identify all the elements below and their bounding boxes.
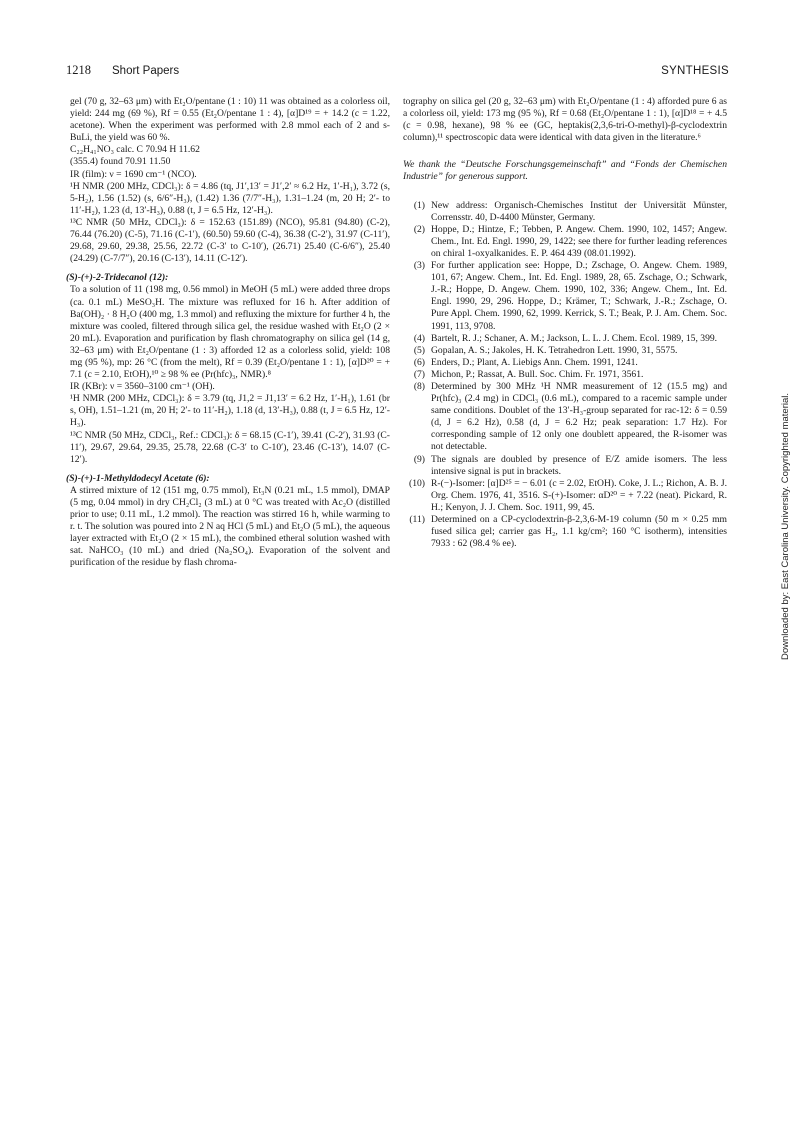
section-heading: (S)-(+)-1-Methyldodecyl Acetate (6): bbox=[66, 472, 210, 484]
download-notice: Downloaded by: East Carolina University. Copyrighted material. bbox=[780, 392, 791, 660]
reference-text: R-(−)-Isomer: [α]D²⁵ = − 6.01 (c = 2.02, EtOH). Coke, J. L.; Richon, A. B. J. Org. Chem. 1976, 41, 3516. S-(+)-Isomer: αD²⁰ = + 7.22 (neat). Pickard, R. H.; Kenyon, J. J. Chem. Soc. 1911, 99, 45. bbox=[431, 477, 727, 513]
experimental-continuation: tography on silica gel (20 g, 32–63 μm) with Et₂O/pentane (1 : 4) afforded pure 6 as a colorless oil, yield: 173 mg (95 %), Rf = 0.68 (Et₂O/pentane 1 : 1), [α]D¹⁸ = + 4.5 (c = 0.98, hexane), 98 % ee (GC, heptakis(2,3,6-tri-O-methyl)-β-cyclodextrin column),¹¹ spectroscopic data were identical with data given in the literature.⁶ bbox=[403, 96, 727, 144]
body-paragraph: ¹³C NMR (50 MHz, CDCl₃): δ = 152.63 (151.89) (NCO), 95.81 (94.80) (C-2), 76.44 (76.20) (C-5), 71.16 (C-1′), (60.50) 59.60 (C-4), 36.38 (C-2′), 31.97 (C-11′), 29.68, 29.60, 29.38, 25.56, 22.72 (C-3′ to C-10′), (26.71) 25.40 (C-6/6″), 25.40 (24.29) (C-7/7″), 20.16 (C-13′), 14.11 (C-12′). bbox=[70, 216, 390, 265]
reference-item bbox=[403, 357, 727, 369]
reference-text: Michon, P.; Rassat, A. Bull. Soc. Chim. Fr. 1971, 3561. bbox=[431, 368, 644, 380]
reference-item bbox=[403, 369, 727, 381]
reference-text: Hoppe, D.; Hintze, F.; Tebben, P. Angew. Chem. 1990, 102, 1457; Angew. Chem., Int. Ed. Engl. 1990, 29, 1422; see there for further leading references on chiral 1-oxyalkanides. E. P. 464 439 (08.01.1992). bbox=[431, 223, 727, 259]
reference-number: (8) bbox=[413, 380, 425, 392]
reference-item bbox=[403, 381, 727, 454]
reference-text: New address: Organisch-Chemisches Institut der Universität Münster, Corrensstr. 40, D-4400 Münster, Germany. bbox=[431, 199, 727, 223]
body-paragraph: (355.4) found 70.91 11.50 bbox=[70, 156, 171, 168]
body-paragraph: To a solution of 11 (198 mg, 0.56 mmol) in MeOH (5 mL) were added three drops (ca. 0.1 mL) MeSO₃H. The mixture was refluxed for 16 h. After addition of Ba(OH)₂ · 8 H₂O (400 mg, 1.3 mmol) and refluxing the mixture for further 4 h, the mixture was cooled, filtered through silica gel, the residue washed with Et₂O (2 × 20 mL). Evaporation and purification by flash chromatography on silica gel (14 g, 32–63 μm) with Et₂O/pentane (1 : 3) afforded 12 as a colorless solid, yield: 108 mg (95 %), mp: 26 °C (from the melt), Rf = 0.39 (Et₂O/pentane 1 : 1), [α]D²⁰ = + 7.1 (c = 2.10, EtOH),¹⁰ ≥ 98 % ee (Pr(hfc)₃, NMR).⁸ bbox=[70, 284, 390, 381]
reference-item bbox=[403, 200, 727, 224]
journal-name: SYNTHESIS bbox=[661, 65, 729, 77]
references-list bbox=[403, 200, 727, 551]
reference-number: (4) bbox=[413, 332, 425, 344]
reference-text: Determined by 300 MHz ¹H NMR measurement of 12 (15.5 mg) and Pr(hfc)₃ (2.4 mg) in CDCl₃ (0.6 mL), compared to a racemic sample under same conditions. Doublet of the 13′-H₃-group separated for rac-12: δ = 0.59 (d, J = 6.2 Hz), 0.58 (d, J = 6.2 Hz; peak separation: 1.7 Hz). For corresponding sample of 12 only one doublett appeared, the R-isomer was not detectable. bbox=[431, 380, 727, 453]
reference-item bbox=[403, 224, 727, 260]
reference-item bbox=[403, 345, 727, 357]
running-title: Short Papers bbox=[112, 65, 180, 77]
body-paragraph: ¹³C NMR (50 MHz, CDCl₃, Ref.: CDCl₃): δ = 68.15 (C-1′), 39.41 (C-2′), 31.93 (C-11′), 29.67, 29.64, 29.35, 25.78, 22.68 (C-3′ to C-10′), 23.46 (C-13′), 14.07 (C-12′). bbox=[70, 429, 390, 465]
reference-item bbox=[403, 260, 727, 333]
section-heading: (S)-(+)-2-Tridecanol (12): bbox=[66, 272, 169, 284]
body-paragraph: gel (70 g, 32–63 μm) with Et₂O/pentane (1 : 10) 11 was obtained as a colorless oil, yield: 244 mg (69 %), Rf = 0.55 (Et₂O/pentane 1 : 4), [α]D¹⁹ = + 14.2 (c = 1.22, acetone). When the experiment was performed with 2.8 mmol each of 2 and s-BuLi, the yield was 60 %. bbox=[70, 96, 390, 144]
reference-text: Bartelt, R. J.; Schaner, A. M.; Jackson, L. L. J. Chem. Ecol. 1989, 15, 399. bbox=[431, 332, 718, 344]
reference-text: Enders, D.; Plant, A. Liebigs Ann. Chem. 1991, 1241. bbox=[431, 356, 638, 368]
reference-text: Gopalan, A. S.; Jakoles, H. K. Tetrahedron Lett. 1990, 31, 5575. bbox=[431, 344, 678, 356]
reference-number: (6) bbox=[413, 356, 425, 368]
left-column bbox=[66, 96, 390, 570]
body-paragraph: IR (KBr): ν = 3560–3100 cm⁻¹ (OH). bbox=[70, 381, 215, 393]
body-paragraph: IR (film): ν = 1690 cm⁻¹ (NCO). bbox=[70, 168, 197, 180]
reference-number: (3) bbox=[413, 260, 425, 272]
body-paragraph: ¹H NMR (200 MHz, CDCl₃): δ = 4.86 (tq, J1′,13′ = J1′,2′ ≈ 6.2 Hz, 1′-H₁), 3.72 (s, 5-H₂), 1.56 (1.52) (s, 6/6″-H₃), (1.42) 1.36 (7/7″-H₃), 1.31–1.24 (m, 20 H; 2′- to 11′-H₂), 1.23 (d, 13′-H₃), 0.88 (t, J = 6.5 Hz, 12′-H₃). bbox=[70, 180, 390, 216]
page-number: 1218 bbox=[66, 63, 91, 77]
reference-item bbox=[403, 333, 727, 345]
right-column bbox=[403, 96, 727, 550]
reference-item bbox=[403, 514, 727, 550]
acknowledgment: We thank the “Deutsche Forschungsgemeinschaft” and “Fonds der Chemischen Industrie” for generous support. bbox=[403, 159, 727, 183]
reference-number: (2) bbox=[413, 223, 425, 235]
reference-number: (1) bbox=[413, 199, 425, 211]
reference-number: (5) bbox=[413, 344, 425, 356]
reference-text: Determined on a CP-cyclodextrin-β-2,3,6-M-19 column (50 m × 0.25 mm fused silica gel; carrier gas H₂, 1.1 kg/cm²; 160 °C isotherm), intensities 7933 : 62 (98.4 % ee). bbox=[431, 514, 727, 550]
body-paragraph: A stirred mixture of 12 (151 mg, 0.75 mmol), Et₃N (0.21 mL, 1.5 mmol), DMAP (5 mg, 0.04 mmol) in dry CH₂Cl₂ (3 mL) at 0 °C was treated with Ac₂O (distilled prior to use; 0.11 mL, 1.2 mmol). The reaction was stirred 16 h, while warming to r. t. The solution was poured into 2 N aq HCl (5 mL) and Et₂O (5 mL), the aqueous layer extracted with Et₂O (2 × 15 mL), the combined etheral solution washed with sat. NaHCO₃ (10 mL) and dried (Na₂SO₄). Evaporation of the solvent and purification of the residue by flash chroma- bbox=[70, 484, 390, 569]
body-paragraph: ¹H NMR (200 MHz, CDCl₃): δ = 3.79 (tq, J1,2 = J1,13′ = 6.2 Hz, 1′-H₁), 1.61 (br s, OH), 1.51–1.21 (m, 20 H; 2′- to 11′-H₂), 1.18 (d, 13′-H₃), 0.88 (t, J = 6.5 Hz, 12′-H₃). bbox=[70, 393, 390, 429]
reference-item bbox=[403, 454, 727, 478]
reference-number: (10) bbox=[409, 477, 425, 489]
reference-item bbox=[403, 478, 727, 514]
reference-text: For further application see: Hoppe, D.; Zschage, O. Angew. Chem. 1989, 101, 67; Angew. Chem., Int. Ed. Engl. 1989, 28, 65. Zschage, O.; Schwark, J.-R.; Hoppe, D. Angew. Chem. 1990, 102, 336; Angew. Chem., Int. Ed. Engl. 1990, 29, 296. Hoppe, D.; Krämer, T.; Schwark, J.-R.; Zschage, O. Pure Appl. Chem. 1990, 62, 1999. Kerrick, S. T.; Beak, P. J. Am. Chem. Soc. 1991, 113, 9708. bbox=[431, 260, 727, 332]
reference-number: (7) bbox=[413, 368, 425, 380]
reference-number: (9) bbox=[413, 453, 425, 465]
body-paragraph: C₂₂H₄₁NO₃ calc. C 70.94 H 11.62 bbox=[70, 144, 200, 156]
reference-text: The signals are doubled by presence of E/Z amide isomers. The less intensive signal is put in brackets. bbox=[431, 453, 727, 477]
reference-number: (11) bbox=[409, 514, 425, 525]
